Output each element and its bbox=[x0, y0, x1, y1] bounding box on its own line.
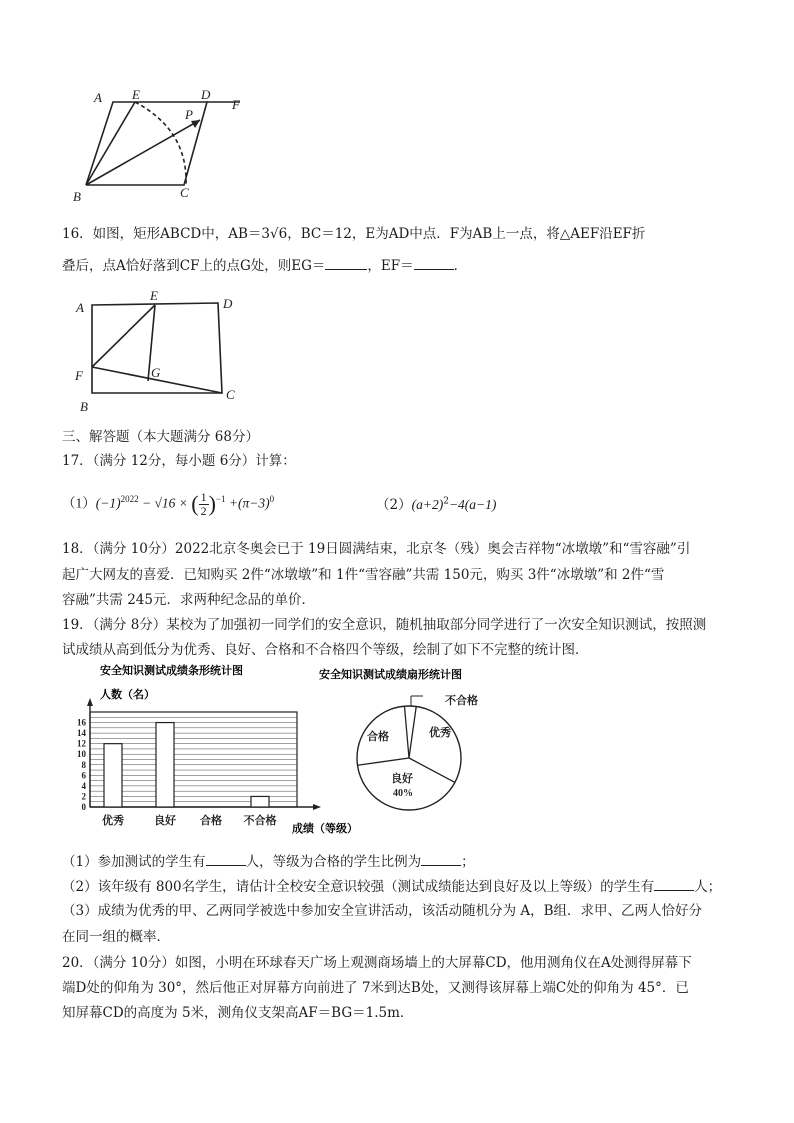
label-d: D bbox=[223, 296, 233, 311]
pie-annotation: 40% bbox=[393, 788, 413, 799]
q19-sub1: （1）参加测试的学生有 人，等级为合格的学生比例为 ； bbox=[62, 854, 475, 870]
x-category-label: 优秀 bbox=[102, 815, 124, 827]
q19-sub3-line2: 在同一组的概率． bbox=[62, 929, 170, 945]
bar-chart-title: 安全知识测试成绩条形统计图 bbox=[100, 664, 243, 677]
q19-line2: 试成绩从高到低分为优秀、良好、合格和不合格四个等级，绘制了如下不完整的统计图． bbox=[62, 642, 589, 658]
label-c: C bbox=[180, 185, 189, 200]
x-category-label: 不合格 bbox=[243, 815, 277, 827]
segment-be bbox=[86, 102, 135, 185]
answer-blank-eg[interactable] bbox=[325, 257, 367, 270]
q18-line3: 容融”共需 245元．求两种纪念品的单价． bbox=[62, 592, 315, 608]
label-a: A bbox=[94, 90, 102, 105]
label-d: D bbox=[201, 87, 211, 102]
q18-line1: 18．（满分 10分）2022北京冬奥会已于 19日圆满结束，北京冬（残）奥会吉祥物“冰墩墩”和“雪容融”引 bbox=[62, 541, 691, 557]
bar-3 bbox=[251, 796, 269, 807]
bar-chart-xlabel: 成绩（等级） bbox=[292, 822, 358, 835]
q19-line1: 19．（满分 8分）某校为了加强初一同学们的安全意识，随机抽取部分同学进行了一次安全知识测试，按照测 bbox=[62, 617, 707, 633]
label-c: C bbox=[226, 387, 235, 402]
x-category-label: 良好 bbox=[154, 815, 176, 827]
answer-blank-estimate[interactable] bbox=[654, 878, 694, 891]
answer-blank-total[interactable] bbox=[206, 853, 246, 866]
segment-fe bbox=[92, 305, 155, 367]
label-a: A bbox=[76, 300, 84, 315]
x-category-label: 合格 bbox=[200, 815, 222, 827]
answer-blank-ef[interactable] bbox=[414, 257, 454, 270]
q20-line2: 端D处的仰角为 30°，然后他正对屏幕方向前进了 7米到达B处，又测得该屏幕上端C处的仰角为 45°．已 bbox=[62, 980, 689, 996]
q16-line1: 16．如图，矩形ABCD中，AB＝3√6，BC＝12，E为AD中点．F为AB上一点，将△AEF沿EF折 bbox=[62, 226, 646, 242]
y-tick-label: 8 bbox=[81, 759, 86, 770]
figure-15 bbox=[70, 85, 260, 210]
pie-slice-label: 良好 bbox=[391, 773, 413, 785]
y-tick-label: 16 bbox=[77, 717, 86, 728]
y-tick-label: 12 bbox=[77, 738, 86, 749]
pie-slice-label: 不合格 bbox=[445, 695, 478, 707]
section-3-heading: 三、解答题（本大题满分 68分） bbox=[62, 429, 259, 445]
pie-chart bbox=[315, 660, 515, 820]
pie-chart-title: 安全知识测试成绩扇形统计图 bbox=[319, 668, 462, 681]
bar-0 bbox=[104, 744, 122, 807]
q17-part1: $(1)(-1)^{2022} - √16$ × ( $\frac{1}{2}$ )$^{-1} +(\pi-3)^0$ bbox=[62, 489, 275, 518]
q19-sub2: （2）该年级有 800名学生，请估计全校安全意识较强（测试成绩能达到良好及以上等级）的学生有 人； bbox=[62, 879, 722, 895]
label-b: B bbox=[80, 399, 88, 414]
q18-line2: 起广大网友的喜爱．已知购买 2件“冰墩墩”和 1件“雪容融”共需 150元，购买 3件“冰墩墩”和 2件“雪 bbox=[62, 567, 665, 583]
label-e: E bbox=[150, 288, 158, 303]
q17-part2: $(2)(a+2)^2-4(a-1)$ bbox=[376, 496, 497, 513]
q20-line1: 20．（满分 10分）如图，小明在环球春天广场上观测商场墙上的大屏幕CD，他用测角仪在A处测得屏幕下 bbox=[62, 955, 692, 971]
pie-slice-label: 合格 bbox=[367, 731, 389, 743]
arc-ec bbox=[135, 102, 186, 185]
y-tick-label: 2 bbox=[81, 791, 86, 802]
segment-bp bbox=[86, 120, 200, 185]
bar-chart-ylabel: 人数（名） bbox=[100, 688, 155, 701]
y-tick-label: 0 bbox=[81, 802, 86, 812]
q16-line2: 叠后，点A恰好落到CF上的点G处，则EG＝ ，EF＝ ． bbox=[62, 258, 468, 274]
label-g: G bbox=[151, 365, 161, 380]
bar-1 bbox=[156, 723, 174, 807]
label-f: F bbox=[75, 368, 83, 383]
y-axis-arrow bbox=[87, 698, 93, 706]
y-tick-label: 4 bbox=[81, 780, 86, 791]
q19-sub3-line1: （3）成绩为优秀的甲、乙两同学被选中参加安全宣讲活动，该活动随机分为 A，B组．求甲、乙两人恰好分 bbox=[62, 903, 703, 919]
y-tick-label: 6 bbox=[81, 770, 86, 781]
q17-head: 17．（满分 12分，每小题 6分）计算： bbox=[62, 453, 296, 469]
figure-16 bbox=[70, 285, 250, 415]
y-tick-label: 10 bbox=[77, 749, 86, 760]
fraction-one-half: $\frac{1}{2}$ bbox=[200, 489, 207, 518]
y-tick-label: 14 bbox=[77, 728, 86, 739]
label-p: P bbox=[185, 107, 193, 122]
pie-slice-label: 优秀 bbox=[429, 727, 451, 739]
label-e: E bbox=[132, 87, 140, 102]
label-f: F bbox=[232, 97, 240, 112]
answer-blank-ratio[interactable] bbox=[421, 853, 461, 866]
label-b: B bbox=[73, 189, 81, 204]
q20-line3: 知屏幕CD的高度为 5米，测角仪支架高AF＝BG＝1.5m． bbox=[62, 1005, 414, 1021]
